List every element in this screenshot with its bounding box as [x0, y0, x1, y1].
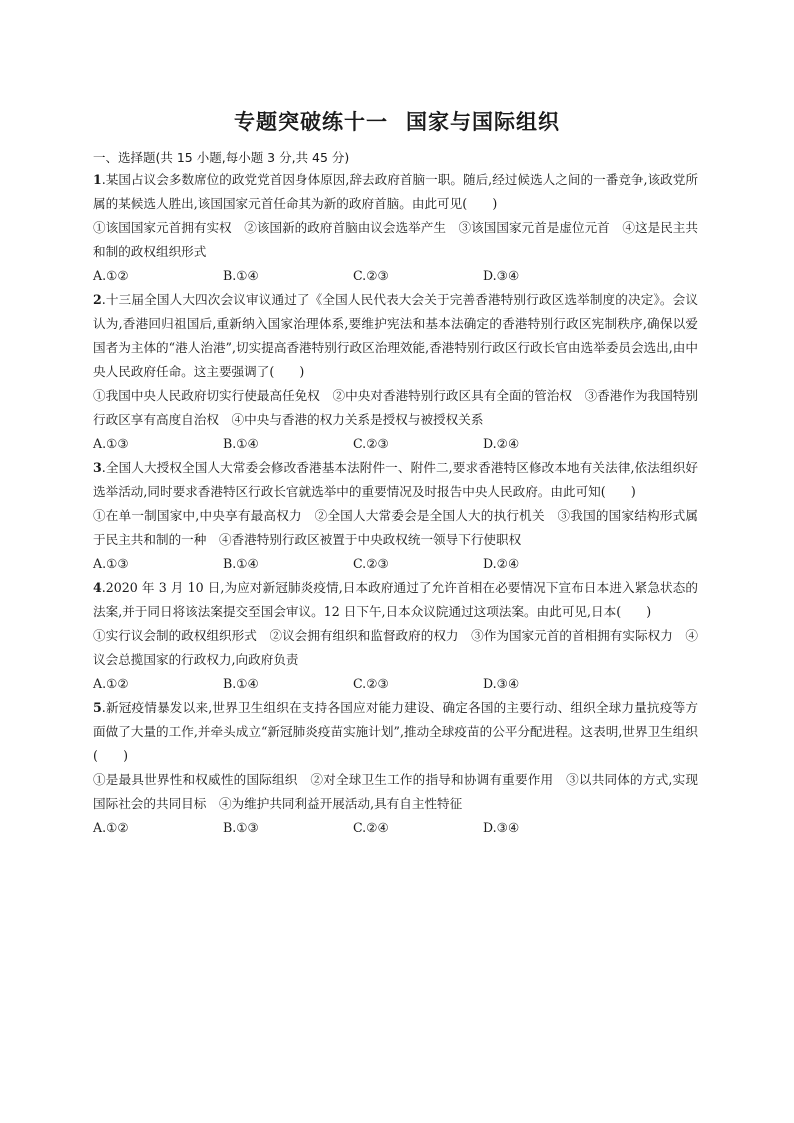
choice-d[interactable]: D.③④	[483, 676, 520, 691]
choice-a[interactable]: A.①②	[93, 268, 129, 283]
title-part-2: 国家与国际组织	[406, 110, 560, 134]
question-list	[93, 168, 698, 840]
question-stem: 3.全国人大授权全国人大常委会修改香港基本法附件一、附件二,要求香港特区修改本地有关法律,依法组织好选举活动,同时要求香港特区行政长官就选举中的重要情况及时报告中央人民政府。由此可知( )	[93, 460, 698, 499]
choice-b[interactable]: B.①④	[223, 556, 259, 571]
answer-choices	[93, 672, 698, 696]
choice-b[interactable]: B.①③	[223, 820, 259, 835]
question-stem: 2.十三届全国人大四次会议审议通过了《全国人民代表大会关于完善香港特别行政区选举制度的决定》。会议认为,香港回归祖国后,重新纳入国家治理体系,要维护宪法和基本法确定的香港特别行政区宪制秩序,确保以爱国者为主体的“港人治港”,切实提高香港特别行政区治理效能,香港特别行政区行政长官由选举委员会选出,由中央人民政府任命。这主要强调了( )	[93, 292, 698, 379]
question-stem: 4.2020 年 3 月 10 日,为应对新冠肺炎疫情,日本政府通过了允许首相在必要情况下宣布日本进入紧急状态的法案,并于同日将该法案提交至国会审议。12 日下午,日本众议院通过这项法案。由此可见,日本( )	[93, 580, 698, 619]
question-stem: 5.新冠疫情暴发以来,世界卫生组织在支持各国应对能力建设、确定各国的主要行动、组织全球力量抗疫等方面做了大量的工作,并牵头成立“新冠肺炎疫苗实施计划”,推动全球疫苗的公平分配进程。这表明,世界卫生组织( )	[93, 700, 698, 763]
answer-choices	[93, 816, 698, 840]
question-options: ①我国中央人民政府切实行使最高任免权 ②中央对香港特别行政区具有全面的管治权 ③香港作为我国特别行政区享有高度自治权 ④中央与香港的权力关系是授权与被授权关系	[93, 388, 698, 427]
choice-d[interactable]: D.③④	[483, 820, 520, 835]
choice-c[interactable]: C.②③	[353, 268, 389, 283]
choice-b[interactable]: B.①④	[223, 268, 259, 283]
question-stem: 1.某国占议会多数席位的政党党首因身体原因,辞去政府首脑一职。随后,经过候选人之间的一番竞争,该政党所属的某候选人胜出,该国国家元首任命其为新的政府首脑。由此可见( )	[93, 172, 698, 211]
answer-choices	[93, 432, 698, 456]
question-2	[93, 288, 698, 456]
question-number: 1	[93, 172, 102, 187]
question-options: ①实行议会制的政权组织形式 ②议会拥有组织和监督政府的权力 ③作为国家元首的首相拥有实际权力 ④议会总揽国家的行政权力,向政府负责	[93, 628, 698, 667]
choice-d[interactable]: D.②④	[483, 436, 520, 451]
choice-d[interactable]: D.③④	[483, 268, 520, 283]
choice-c[interactable]: C.②③	[353, 556, 389, 571]
answer-choices	[93, 264, 698, 288]
question-options: ①在单一制国家中,中央享有最高权力 ②全国人大常委会是全国人大的执行机关 ③我国的国家结构形式属于民主共和制的一种 ④香港特别行政区被置于中央政权统一领导下行使职权	[93, 508, 698, 547]
choice-c[interactable]: C.②③	[353, 436, 389, 451]
question-number: 3	[93, 460, 102, 475]
question-4	[93, 576, 698, 696]
page-title	[0, 106, 794, 136]
choice-a[interactable]: A.①②	[93, 820, 129, 835]
question-5	[93, 696, 698, 840]
section-heading: 一、选择题(共 15 小题,每小题 3 分,共 45 分)	[93, 150, 350, 165]
choice-d[interactable]: D.②④	[483, 556, 520, 571]
answer-choices	[93, 552, 698, 576]
choice-b[interactable]: B.①④	[223, 676, 259, 691]
question-options: ①该国国家元首拥有实权 ②该国新的政府首脑由议会选举产生 ③该国国家元首是虚位元首 ④这是民主共和制的政权组织形式	[93, 220, 698, 259]
choice-c[interactable]: C.②③	[353, 676, 389, 691]
question-3	[93, 456, 698, 576]
question-options: ①是最具世界性和权威性的国际组织 ②对全球卫生工作的指导和协调有重要作用 ③以共同体的方式,实现国际社会的共同目标 ④为维护共同利益开展活动,具有自主性特征	[93, 772, 698, 811]
question-number: 5	[93, 700, 102, 715]
choice-c[interactable]: C.②④	[353, 820, 389, 835]
question-number: 4	[93, 580, 102, 595]
choice-a[interactable]: A.①③	[93, 436, 129, 451]
choice-a[interactable]: A.①②	[93, 676, 129, 691]
question-number: 2	[93, 292, 102, 307]
question-1	[93, 168, 698, 288]
choice-a[interactable]: A.①③	[93, 556, 129, 571]
title-part-1: 专题突破练十一	[234, 110, 388, 134]
choice-b[interactable]: B.①④	[223, 436, 259, 451]
